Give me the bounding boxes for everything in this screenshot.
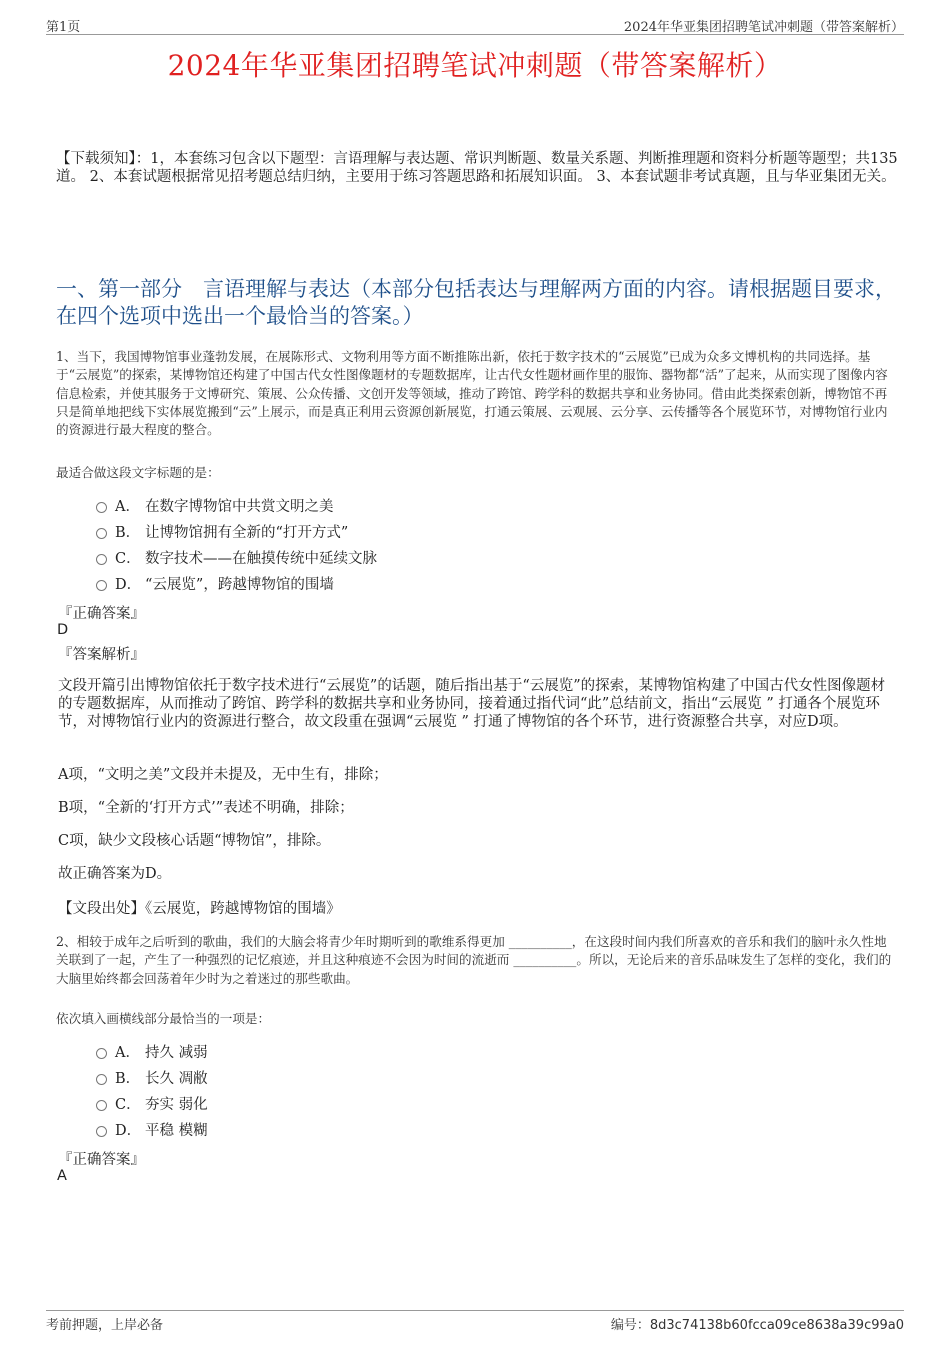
radio-icon[interactable] (96, 1048, 107, 1059)
footer-slogan: 考前押题，上岸必备 (46, 1318, 164, 1333)
radio-icon[interactable] (96, 528, 107, 539)
radio-icon[interactable] (96, 554, 107, 565)
document-code: 8d3c74138b60fcca09ce8638a39c99a0 (649, 1318, 904, 1333)
footer-code: 编号：8d3c74138b60fcca09ce8638a39c99a0 (610, 1318, 904, 1333)
section-heading: 一、第一部分 言语理解与表达（本部分包括表达与理解两方面的内容。请根据题目要求，在四个选项中选出一个最恰当的答案。） (56, 277, 896, 328)
option-a[interactable]: A． 持久 减弱 (96, 1040, 796, 1066)
document-title: 2024年华亚集团招聘笔试冲刺题（带答案解析） (167, 49, 783, 82)
option-d[interactable]: D． 平稳 模糊 (96, 1118, 796, 1144)
analysis-conclusion: 故正确答案为D。 (58, 866, 172, 882)
analysis-label: 『答案解析』 (58, 647, 145, 663)
question-1-text: 1、当下，我国博物馆事业蓬勃发展，在展陈形式、文物利用等方面不断推陈出新，依托于数字技术的“云展览”已成为众多文博机构的共同选择。基于“云展览”的探索，某博物馆还构建了中国古代女性图像题材的专题数据库，让古代女性题材画作里的服饰、器物都“活”了起来，从而实现了图像内容信息检索，并使其服务于文博研究、策展、公众传播、文创开发等领域，推动了跨馆、跨学科的数据共享和业务协同。借由此类探索创新，博物馆不再只是简单地把线下实体展览搬到“云”上展示，而是真正利用云资源创新展览，打通云策展、云观展、云分享、云传播等各个展览环节，对博物馆行业内的资源进行最大程度的整合。 (56, 349, 888, 438)
option-d[interactable]: D． “云展览”，跨越博物馆的围墙 (96, 572, 796, 598)
text-source: 【文段出处】《云展览，跨越博物馆的围墙》 (58, 901, 341, 917)
header-doc-title: 2024年华亚集团招聘笔试冲刺题（带答案解析） (623, 20, 904, 35)
radio-icon[interactable] (96, 1074, 107, 1085)
option-a[interactable]: A． 在数字博物馆中共赏文明之美 (96, 494, 796, 520)
option-b[interactable]: B． 长久 凋敝 (96, 1066, 796, 1092)
question-2-text: 2、相较于成年之后听到的歌曲，我们的大脑会将青少年时期听到的歌维系得更加 __________，在这段时间内我们所喜欢的音乐和我们的脑叶永久性地关联到了一起，产生了一种强烈的记忆痕迹，并且这种痕迹不会因为时间的流逝而 __________。所以，无论后来的音乐品味发生了怎样的变化，我们的大脑里始终都会回荡着年少时为之着迷过的那些歌曲。 (56, 934, 892, 986)
analysis-option-b: B项，“全新的‘打开方式’”表述不明确，排除； (58, 800, 354, 816)
correct-answer: D (57, 622, 69, 638)
question-1-prompt: 最适合做这段文字标题的是： (56, 465, 220, 480)
question-2-prompt: 依次填入画横线部分最恰当的一项是： (56, 1011, 271, 1026)
page-header (46, 14, 904, 35)
radio-icon[interactable] (96, 580, 107, 591)
analysis-option-a: A项，“文明之美”文段并未提及，无中生有，排除； (58, 767, 388, 783)
page-footer (46, 1310, 904, 1331)
answer-label: 『正确答案』 (58, 606, 145, 622)
page-number: 第1页 (46, 20, 81, 35)
analysis-option-c: C项，缺少文段核心话题“博物馆”，排除。 (58, 833, 331, 849)
radio-icon[interactable] (96, 1100, 107, 1111)
option-c[interactable]: C． 数字技术——在触摸传统中延续文脉 (96, 546, 796, 572)
question-2-options (96, 1040, 796, 1144)
question-1-options (96, 494, 796, 598)
correct-answer: A (57, 1168, 67, 1184)
option-b[interactable]: B． 让博物馆拥有全新的“打开方式” (96, 520, 796, 546)
answer-label: 『正确答案』 (58, 1152, 145, 1168)
option-c[interactable]: C． 夯实 弱化 (96, 1092, 796, 1118)
radio-icon[interactable] (96, 502, 107, 513)
download-notice: 【下载须知】：1，本套练习包含以下题型：言语理解与表达题、常识判断题、数量关系题、判断推理题和资料分析题等题型；共135道。 2、本套试题根据常见招考题总结归纳，主要用于练习答题思路和拓展知识面。 3、本套试题非考试真题，且与华亚集团无关。 (56, 151, 898, 185)
radio-icon[interactable] (96, 1126, 107, 1137)
analysis-paragraph: 文段开篇引出博物馆依托于数字技术进行“云展览”的话题，随后指出基于“云展览”的探索，某博物馆构建了中国古代女性图像题材的专题数据库，从而推动了跨馆、跨学科的数据共享和业务协同，接着通过指代词“此”总结前文，指出“云展览 ” 打通各个展览环节，对博物馆行业内的资源进行整合，故文段重在强调“云展览 ” 打通了博物馆的各个环节，进行资源整合共享，对应D项。 (58, 678, 886, 730)
